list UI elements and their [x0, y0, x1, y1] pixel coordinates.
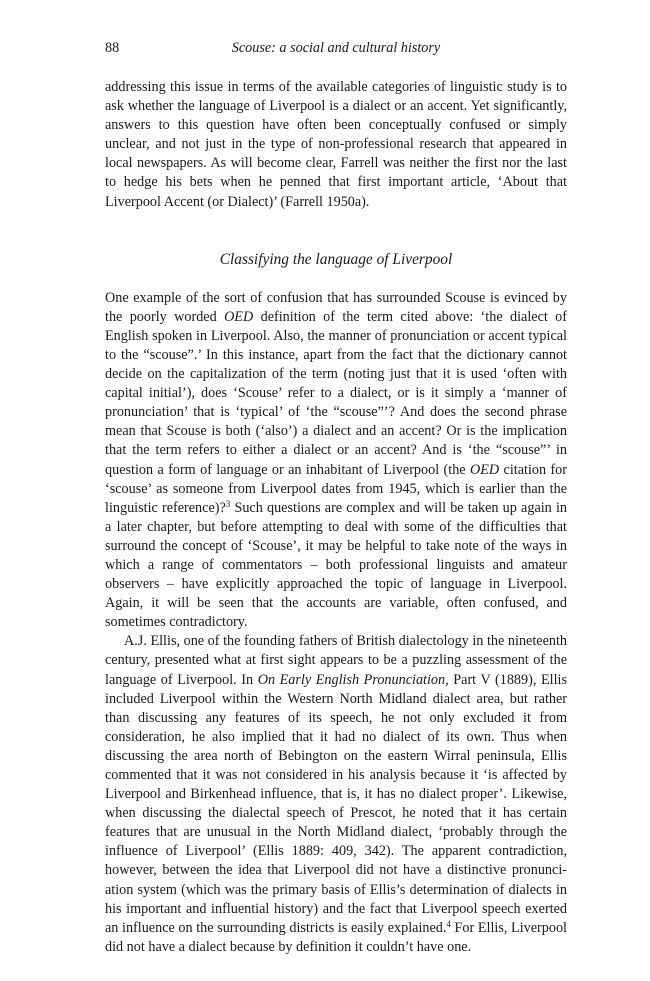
paragraph-1-text-f: Such questions are complex and will be taken up again in a later chapter, but before attempting to deal with some of the difficulties that surround the concept of ‘Scouse’, it may be helpful to take note of the ways in which a range of commentators – both professional linguists and amateur observers – have explicitly approached the topic of language in Liverpool. Again, it will be seen that the accounts are variable, often confused, and sometimes contradictory.	[105, 499, 567, 631]
page-number: 88	[105, 40, 120, 56]
footnote-marker-4[interactable]: 4	[446, 918, 451, 929]
intro-paragraph: addressing this issue in terms of the available categories of linguistic study is to ask whether the language of Liverpool is a dialect or an accent. Yet significantly, answers to this question have often been conceptually confused or simply unclear, and not just in the type of non-professional research that appeared in local newspapers. As will become clear, Farrell was neither the first nor the last to hedge his bets when he penned that first important article, ‘About that Liverpool Accent (or Dialect)’ (Farrell 1950a).	[105, 79, 567, 210]
paragraph-2-text-a: A.J. Ellis, one of the founding fathers of British dialectology in the nineteenth century, presented what at first sight appears to be a puzzling assessment of the language of Liverpool. In	[105, 633, 567, 688]
book-title-italic: On Early English Pronunciation,	[257, 671, 449, 688]
paragraph-2-text-f: For Ellis, Liverpool did not have a dialect because by definition it couldn’t have one.	[105, 919, 568, 955]
paragraph-2-text-c: Part V (1889), Ellis included Liverpool within the Western North Midland dialect area, but rather than discussing any features of its speech, he not only excluded it from consideration, he also implied that it had no dialect of its own. Thus when discussing the area north of Bebington on the eastern Wirral peninsula, Ellis commented that it was not considered in his analysis because it ‘is affected by Liverpool and Birkenhead influence, that is, it has no dialect proper’. Likewise, when discussing the dialectal speech of Prescot, he noted that it has certain features that are unusual in the North Midland dialect, ‘probably through the influence of Liverpool’ (Ellis 1889: 409, 342). The apparent contradiction, however, between the idea that Liverpool did not have a distinctive pronunciation system (which was the primary basis of Ellis’s determination of dialects in his important and influential history) and the fact that Liverpool speech exerted an influence on the surrounding districts is easily explained.	[105, 671, 567, 936]
running-title: Scouse: a social and cultural history	[231, 40, 441, 56]
running-head	[105, 40, 567, 60]
paragraph-2	[105, 632, 567, 957]
paragraph-1-text-c: definition of the term cited above: ‘the dialect of English spoken in Liverpool. Also, the manner of pronunciation or accent typical to the “scouse”.’ In this instance, apart from the fact that the dictionary cannot decide on the capitalization of the term (noting just that it is used ‘often with capital initial’), does ‘Scouse’ refer to a dialect, or is it simply a ‘manner of pronunciation’ that is ‘typical’ of ‘the “scouse”’? And does the second phrase mean that Scouse is both (‘also’) a dialect and an accent? Or is the implication that the term refers to either a dialect or an accent? And is ‘the “scouse”’ in question a form of language or an inhabitant of Liverpool (the	[105, 308, 567, 478]
paragraph-1	[105, 289, 567, 633]
paragraph-1-text-a: One example of the sort of confusion that has surrounded Scouse is evinced by the poorly worded	[105, 289, 567, 325]
text-block	[105, 78, 567, 957]
oed-abbreviation: OED	[469, 461, 500, 478]
footnote-marker-3[interactable]: 3	[225, 498, 231, 509]
section-heading: Classifying the language of Liverpool	[219, 250, 453, 268]
paragraph-1-text-e: citation for ‘scouse’ as someone from Liverpool dates from 1945, which is earlier than the linguistic reference)?	[105, 461, 567, 516]
oed-abbreviation: OED	[224, 308, 254, 325]
